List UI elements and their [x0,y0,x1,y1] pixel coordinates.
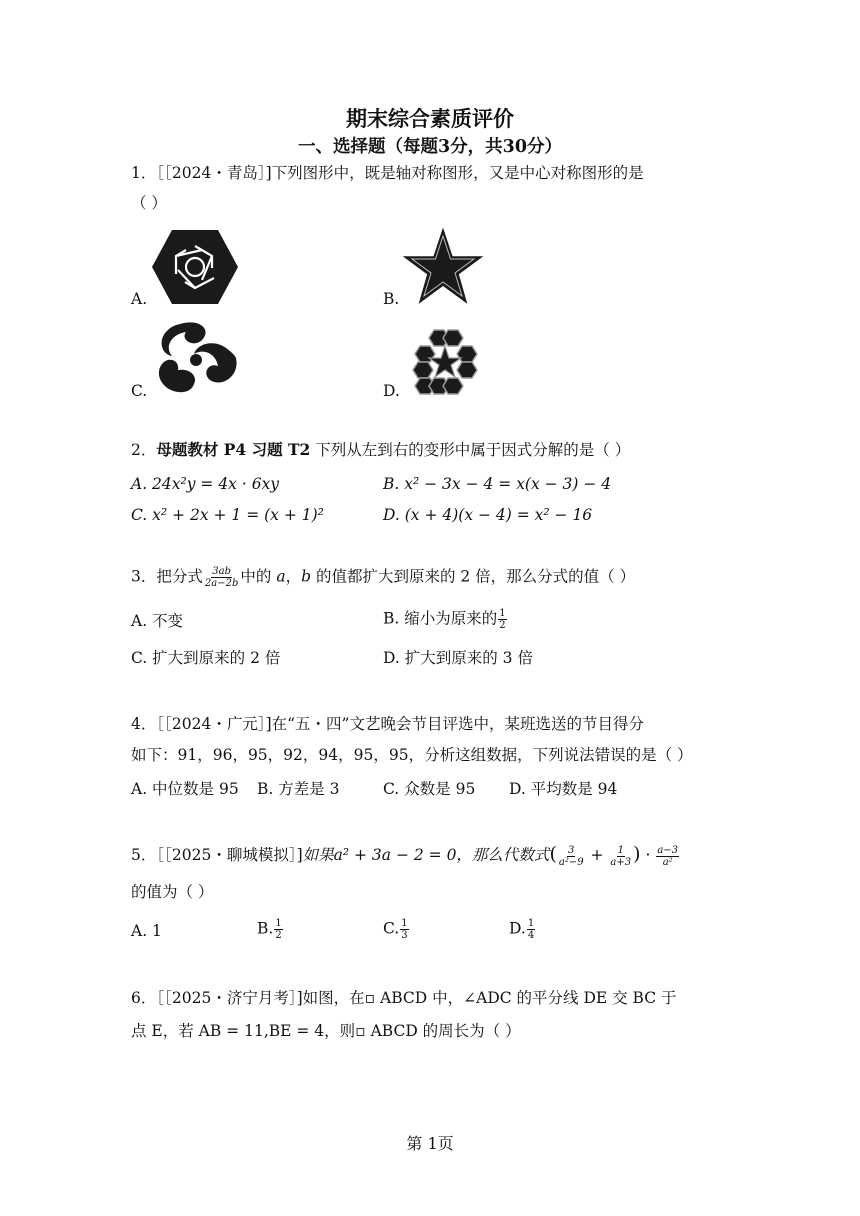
star-figure [402,228,484,306]
fraction [400,918,408,941]
question-source: 母题教材 P4 习题 T2 [156,440,311,459]
question-number: 4． [131,715,157,733]
fraction: $\frac{a-3}{\text{a²}}$ [657,844,679,868]
option-c: C. x² + 2x + 1 = (x + 1)² [131,506,324,524]
question-text: 如图，在▫ ABCD 中，∠ADC 的平分线 DE 交 BC 于 [302,989,677,1007]
question-3: 3．把分式 $\frac{3ab}{2a-2b}$ 中的 a，b 的值都扩大到原来的 2 倍，那么分式的值（ ） [131,566,636,589]
option-b [383,608,508,631]
answer-blank: （ ） [131,194,167,212]
option-d: D. 平均数是 94 [509,780,618,798]
question-number: 3． [131,567,157,586]
option-d: D. (x + 4)(x − 4) = x² − 16 [383,506,593,524]
hexagon-star-pattern-figure [404,326,486,398]
question-text-line: 如下：91，96，95，92，94，95，95，分析这组数据，下列说法错误的是（ ） [131,746,693,764]
question-2 [131,440,630,460]
page-number: 第 1页 [406,1134,454,1153]
option-b [257,918,284,941]
option-d [509,918,536,941]
option-d: D. 扩大到原来的 3 倍 [383,649,533,667]
section-heading: 一、选择题（每题3分，共30分） [297,137,563,157]
option-b: B. 方差是 3 [257,780,340,798]
page-title: 期末综合素质评价 [346,106,514,131]
question-source: ［［2024・广元］] [156,715,272,733]
question-5: 5．［［2025・聊城模拟］]如果a² + 3a − 2 = 0，那么代数式( $\frac{3}{\text{a²−9}}$ + $\frac{1}{a+3}$ ) · $\frac{a-3}{\text{a²}}$ [131,843,679,868]
option-label: D. [509,919,526,938]
fraction [527,918,535,941]
question-text-part: 中的 [240,567,272,586]
fraction-denominator: 2a−2b [204,578,239,589]
option-a: A. 24x²y = 4x · 6xy [131,475,280,493]
option-c: C. 众数是 95 [383,780,476,798]
hexagon-swirl-figure [150,228,240,306]
fraction [274,918,282,941]
option-label: C. [383,919,400,938]
question-number: 5． [131,846,157,864]
question-6 [131,988,677,1008]
fraction [204,566,239,589]
option-label: B. [257,919,274,938]
fraction-numerator: 1 [401,918,408,929]
math-variables: a [276,567,286,586]
option-b-label: B. [383,290,400,308]
option-b: B. x² − 3x − 4 = x(x − 3) − 4 [383,475,612,493]
option-text: B. 缩小为原来的 [383,609,498,628]
question-text-part: 把分式 [156,567,203,586]
option-d-label: D. [383,382,400,400]
question-text-line: 点 E，若 AB = 11,BE = 4，则▫ ABCD 的周长为（ ） [131,1022,521,1040]
option-a: A. 中位数是 95 [131,780,239,798]
option-c [383,918,410,941]
fraction-denominator: 3 [401,930,408,941]
question-text: 下列图形中，既是轴对称图形，又是中心对称图形的是 [271,164,644,182]
question-text-line: 的值为（ ） [131,883,214,901]
question-source: ［［2024・青岛］] [156,164,272,182]
option-c: C. 扩大到原来的 2 倍 [131,649,281,667]
question-1 [131,163,644,183]
fraction-numerator: 1 [527,918,535,929]
option-a: A. 1 [131,922,162,940]
question-text: 如果a² + 3a − 2 = 0，那么代数式 [302,846,550,864]
question-text-part: 的值都扩大到原来的 2 倍，那么分式的值（ ） [315,567,636,586]
fraction-denominator: 4 [527,930,535,941]
option-a: A. 不变 [131,612,184,630]
swirl-figure [150,318,242,398]
math-expression: ( [549,843,557,865]
question-text: 在“五・四”文艺晚会节目评选中，某班选送的节目得分 [271,715,644,733]
fraction-numerator: 1 [275,918,282,929]
fraction: $\frac{1}{a+3}$ [610,844,632,868]
math-variables: b [301,567,312,586]
fraction-denominator: 2 [499,620,506,631]
question-source: ［［2025・济宁月考］] [156,989,303,1007]
fraction-denominator: 2 [275,930,282,941]
option-a-label: A. [131,290,148,308]
question-source: ［［2025・聊城模拟］] [156,846,303,864]
fraction [498,608,506,631]
question-text: 下列从左到右的变形中属于因式分解的是（ ） [315,441,631,459]
fraction-numerator: 3ab [212,566,231,577]
question-number: 1． [131,164,157,182]
question-4 [131,714,644,734]
fraction: $\frac{3}{\text{a²−9}}$ [558,844,584,868]
option-c-label: C. [131,382,148,400]
fraction-numerator: 1 [499,608,506,619]
question-number: 2． [131,441,157,459]
question-number: 6． [131,989,157,1007]
